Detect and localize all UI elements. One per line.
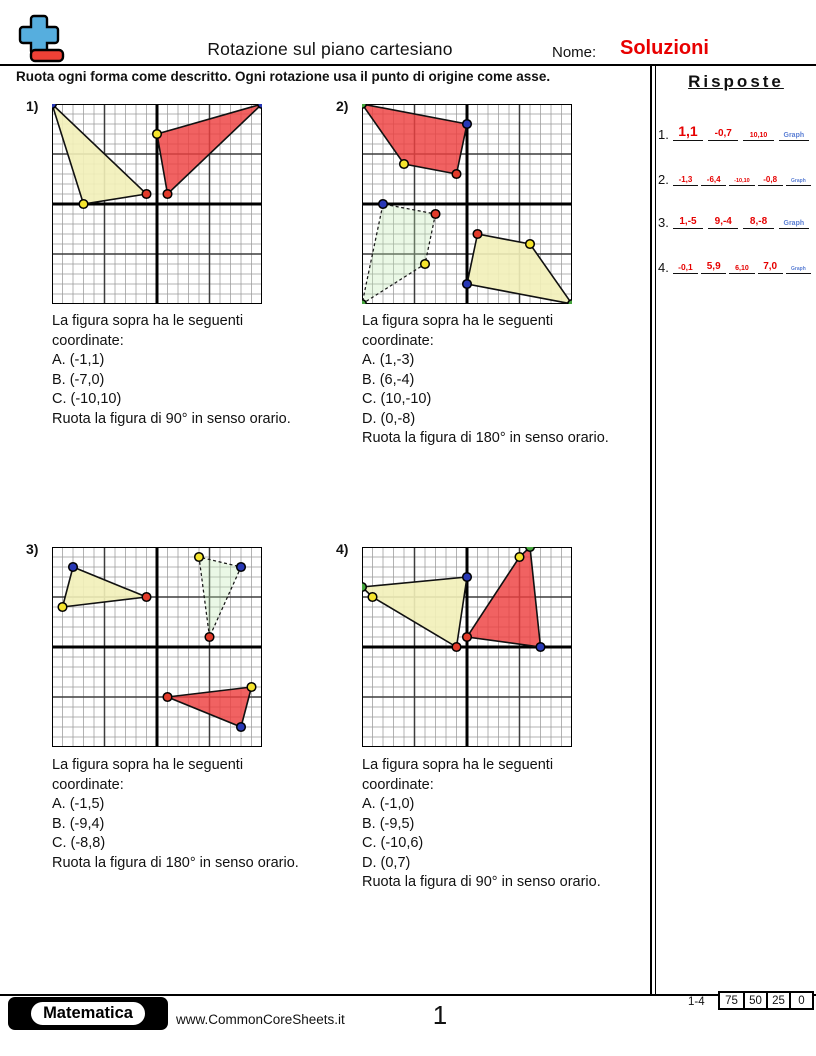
vertex-dot-red [473, 230, 482, 239]
problem-text-line: C. (-10,6) [362, 835, 424, 851]
vertex-dot-yellow [247, 683, 256, 692]
problem-text-line: A. (-1,5) [52, 796, 105, 812]
vertex-dot-blue [463, 280, 472, 289]
rotated-shape [362, 104, 467, 174]
vertex-dot-blue [237, 563, 246, 572]
answer-row-3 [658, 207, 814, 229]
vertex-dot-red [463, 633, 472, 642]
page-title: Rotazione sul piano cartesiano [207, 39, 453, 59]
vertex-dot-blue [536, 643, 545, 652]
problem-text-line: B. (-9,5) [362, 815, 415, 832]
answer-number: 2. [658, 172, 669, 187]
problem-number-4: 4) [336, 541, 349, 557]
instruction-text: Ruota ogni forma come descritto. Ogni rotazione usa il punto di origine come asse. [16, 69, 551, 84]
answer-value: 9,-4 [708, 209, 738, 229]
problem-text-2 [362, 312, 652, 449]
problem-text-line: La figura sopra ha le seguenti [362, 757, 554, 773]
answer-value: -10,10 [729, 166, 754, 186]
answer-value: -0,7 [708, 121, 738, 141]
problem-text-line: coordinate: [362, 776, 434, 793]
problem-text-line: La figura sopra ha le seguenti [362, 313, 554, 329]
problem-text-line: Ruota la figura di 180° in senso orario. [362, 430, 609, 446]
vertex-dot-blue [463, 120, 472, 129]
brand-name: Matematica [29, 1000, 147, 1027]
problem-text-line: coordinate: [52, 776, 124, 793]
coordinate-grid-2 [362, 104, 572, 304]
problem-text-line: C. (-10,10) [52, 391, 122, 407]
vertex-dot-green [526, 547, 535, 551]
problem-text-line: La figura sopra ha le seguenti [52, 313, 244, 329]
vertex-dot-red [142, 593, 151, 602]
vertex-dot-yellow [515, 553, 524, 562]
answer-value: 6,10 [729, 254, 754, 274]
plus-minus-logo-icon [18, 12, 66, 64]
vertex-dot-red [163, 190, 172, 199]
score-range-label: 1-4 [688, 996, 705, 1008]
answer-value: -1,3 [673, 166, 698, 186]
vertex-dot-blue [463, 573, 472, 582]
answer-number: 3. [658, 215, 669, 230]
vertex-dot-yellow [526, 240, 535, 249]
answer-row-4 [658, 252, 814, 274]
graph-link[interactable]: Graph [786, 166, 811, 186]
answer-row-2 [658, 164, 814, 186]
problem-text-line: A. (-1,1) [52, 352, 105, 368]
answers-title: Risposte [688, 72, 784, 91]
answer-value: 7,0 [758, 254, 783, 274]
vertex-dot-green [362, 583, 366, 592]
graph-link[interactable]: Graph [779, 121, 809, 141]
brand-badge [8, 997, 168, 1030]
vertex-dot-yellow [400, 160, 409, 169]
problem-text-4 [362, 756, 652, 893]
graph-link[interactable]: Graph [779, 209, 809, 229]
answer-value: 1,-5 [673, 209, 703, 229]
problem-text-line: B. (-7,0) [52, 371, 105, 388]
header-divider [0, 64, 816, 66]
problem-text-line: La figura sopra ha le seguenti [52, 757, 244, 773]
problem-text-line: C. (-8,8) [52, 835, 106, 851]
vertex-dot-yellow [368, 593, 377, 602]
problem-text-line: C. (10,-10) [362, 391, 432, 407]
coordinate-grid-3 [52, 547, 262, 747]
graph-link[interactable]: Graph [786, 254, 811, 274]
score-cell: 0 [789, 993, 812, 1008]
answer-value: 10,10 [743, 121, 773, 141]
name-value-solutions: Soluzioni [620, 37, 709, 59]
page-number: 1 [432, 1000, 448, 1030]
intermediate-shape [362, 204, 436, 304]
vertex-dot-red [163, 693, 172, 702]
vertex-dot-blue [379, 200, 388, 209]
problem-text-line: A. (-1,0) [362, 796, 415, 812]
vertex-dot-red [452, 643, 461, 652]
problem-number-2: 2) [336, 98, 349, 114]
problem-text-line: B. (-9,4) [52, 815, 105, 832]
answers-divider-line [655, 66, 657, 995]
answer-value: -0,1 [673, 254, 698, 274]
vertex-dot-yellow [79, 200, 88, 209]
score-cell: 25 [766, 993, 789, 1008]
problem-text-line: D. (0,-8) [362, 410, 416, 427]
vertex-dot-red [431, 210, 440, 219]
problem-text-line: coordinate: [362, 332, 434, 349]
problem-text-line: Ruota la figura di 90° in senso orario. [362, 874, 601, 890]
name-label: Nome: [552, 44, 597, 61]
problem-number-1: 1) [26, 98, 39, 114]
answer-value: 8,-8 [743, 209, 773, 229]
problem-text-line: B. (6,-4) [362, 371, 415, 388]
problem-text-line: A. (1,-3) [362, 352, 415, 368]
vertex-dot-yellow [58, 603, 67, 612]
coordinate-grid-4 [362, 547, 572, 747]
score-cell: 50 [743, 993, 766, 1008]
score-cell: 75 [725, 994, 738, 1007]
problem-text-3 [52, 756, 342, 873]
original-shape [467, 234, 572, 304]
problem-text-1 [52, 312, 342, 429]
answer-value: 5,9 [701, 254, 726, 274]
answer-value: -6,4 [701, 166, 726, 186]
problem-text-line: Ruota la figura di 90° in senso orario. [52, 410, 291, 427]
vertex-dot-yellow [421, 260, 430, 269]
problem-text-line: Ruota la figura di 180° in senso orario. [52, 854, 299, 871]
answer-value: 1,1 [673, 121, 703, 141]
vertex-dot-yellow [195, 553, 204, 562]
problem-text-line: D. (0,7) [362, 854, 411, 871]
vertex-dot-red [142, 190, 151, 199]
vertex-dot-red [452, 170, 461, 179]
vertex-dot-yellow [153, 130, 162, 139]
vertex-dot-blue [69, 563, 78, 572]
coordinate-grid-1 [52, 104, 262, 304]
vertex-dot-blue [237, 723, 246, 732]
answer-number: 1. [658, 127, 669, 142]
problem-number-3: 3) [26, 541, 39, 557]
answer-row-1 [658, 119, 814, 141]
problem-text-line: coordinate: [52, 332, 124, 349]
answer-number: 4. [658, 260, 669, 275]
vertex-dot-red [205, 633, 214, 642]
answer-value: -0,8 [758, 166, 783, 186]
score-table [718, 991, 814, 1010]
website-link[interactable]: www.CommonCoreSheets.it [176, 1012, 345, 1027]
